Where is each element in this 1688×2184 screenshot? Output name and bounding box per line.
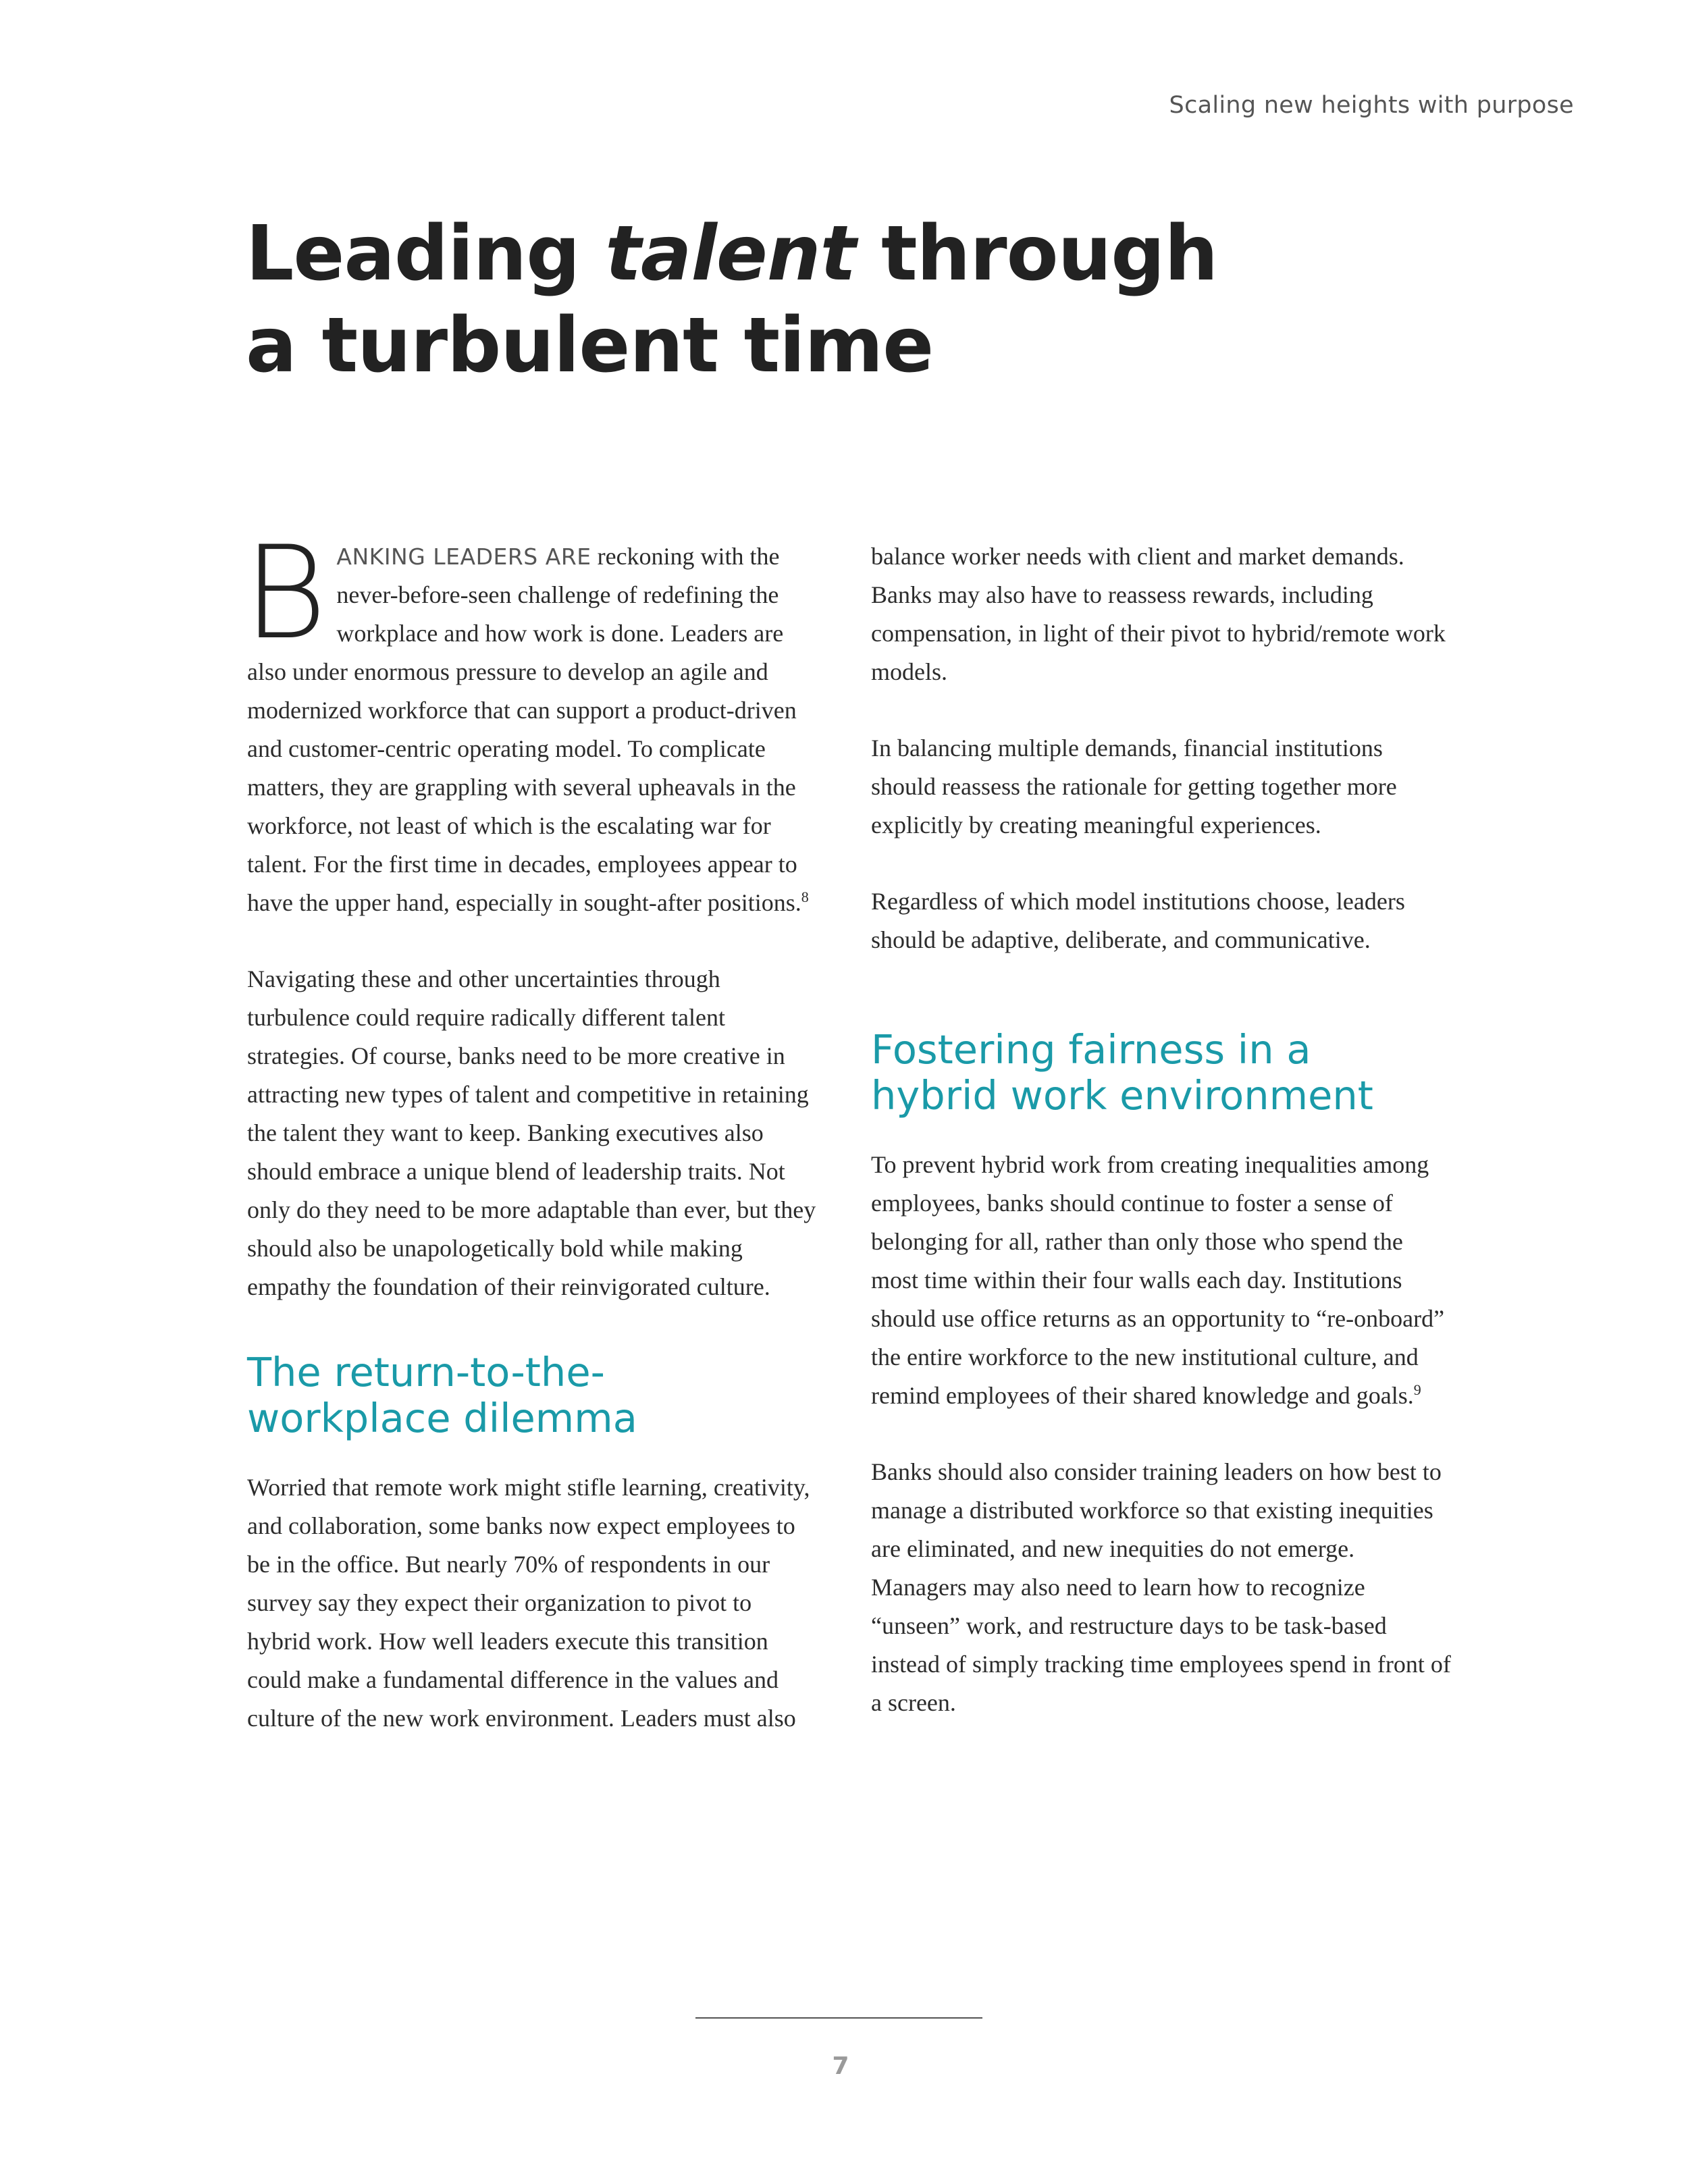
section-heading-return-to-workplace [247,1350,821,1441]
section2-paragraph1-text: To prevent hybrid work from creating inequalities among employees, banks should continue to foster a sense of belonging for all, rather than only those who spend the most time within their four walls each day. Institutions should use office returns as an opportunity to “re-onboard” the entire workforce to the new institutional culture, and remind employees of their shared knowledge and goals. [871,1151,1445,1409]
title-part2: through [855,210,1218,298]
right-column [871,537,1452,1760]
footnote-9: 9 [1413,1381,1421,1398]
intro-paragraph [243,518,821,922]
section-heading-fostering-fairness [871,1027,1452,1119]
page-number: 7 [832,2052,849,2080]
intro-lead-caps: ANKING LEADERS ARE [336,543,591,570]
title-italic-word: talent [605,210,856,298]
drop-cap: B [243,518,327,668]
footnote-8: 8 [801,888,809,905]
title-part1: Leading [246,210,606,298]
paragraph-regardless-of-model: Regardless of which model institutions choose, leaders should be adaptive, deliberate, and communicative. [871,888,1405,953]
section2-heading-line2: hybrid work environment [871,1072,1373,1119]
paragraph-continuation: balance worker needs with client and market demands. Banks may also have to reassess rewards, including compensation, in light of their pivot to hybrid/remote work models. [871,543,1446,685]
paragraph-prevent-inequalities [871,1146,1452,1415]
section1-heading-line2: workplace dilemma [247,1395,637,1441]
left-column [243,518,821,1776]
paragraph-training-leaders: Banks should also consider training leaders on how best to manage a distributed workforce so that existing inequities are eliminated, and new inequities do not emerge. Managers may also need to learn how to recognize “unseen” work, and restructure days to be task-based instead of simply tracking time employees spend in front of a screen. [871,1458,1451,1716]
title-line2: a turbulent time [246,302,934,390]
paragraph-return-to-workplace: Worried that remote work might stifle learning, creativity, and collaboration, some banks now expect employees to be in the office. But nearly 70% of respondents in our survey say they expect their organization to pivot to hybrid work. How well leaders execute this transition could make a fundamental difference in the values and culture of the new work environment. Leaders must also [247,1474,810,1732]
footer-divider [695,2017,982,2019]
paragraph-balancing-demands: In balancing multiple demands, financial institutions should reassess the rationale for getting together more explicitly by creating meaningful experiences. [871,735,1397,838]
running-header: Scaling new heights with purpose [1169,92,1574,119]
section2-heading-line1: Fostering fairness in a [871,1026,1311,1073]
page-title [246,208,1217,392]
paragraph-talent-strategies: Navigating these and other uncertainties through turbulence could require radically different talent strategies. Of course, banks need to be more creative in attracting new types of talent and competitive in retaining the talent they want to keep. Banking executives also should embrace a unique blend of leadership traits. Not only do they need to be more adaptable than ever, but they should also be unapologetically bold while making empathy the foundation of their reinvigorated culture. [247,965,816,1300]
intro-text: reckoning with the never-before-seen challenge of redefining the workplace and how work is done. Leaders are also under enormous pressure to develop an agile and modernized workforce that can support a product-driven and customer-centric operating model. To complicate matters, they are grappling with several upheavals in the workforce, not least of which is the escalating war for talent. For the first time in decades, employees appear to have the upper hand, especially in sought-after positions. [247,543,801,916]
section1-heading-line1: The return-to-the- [247,1349,605,1395]
